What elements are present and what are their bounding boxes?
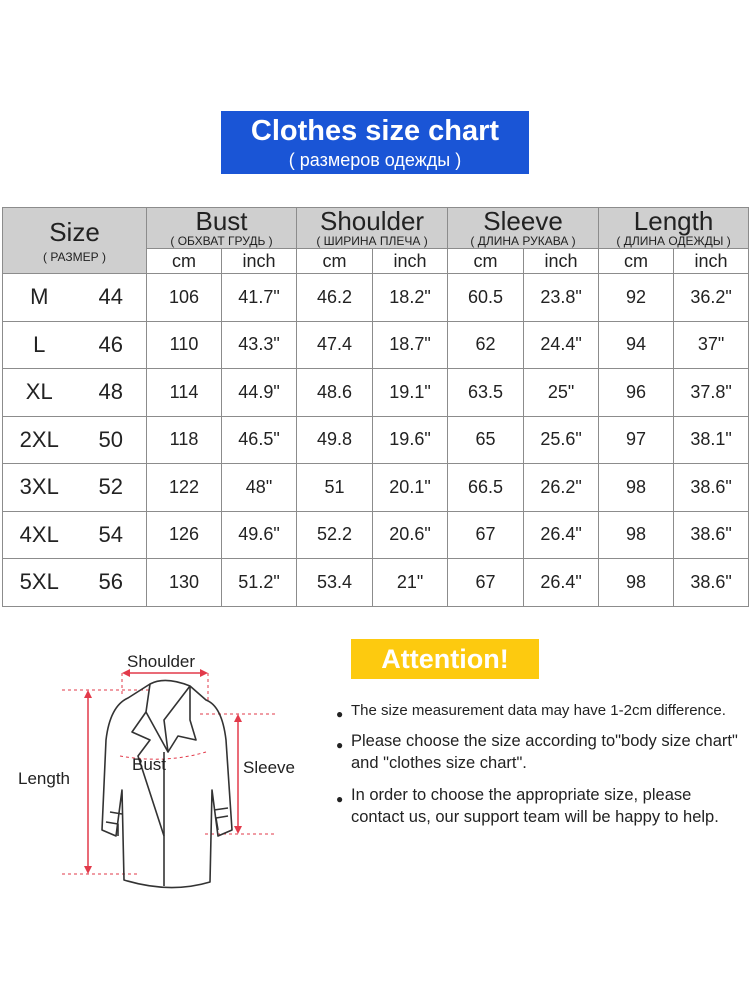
size-label: L bbox=[3, 321, 76, 369]
table-row bbox=[3, 464, 749, 512]
table-cell: 25.6" bbox=[524, 416, 599, 464]
attention-notes bbox=[336, 700, 748, 838]
bust-header-label: Bust bbox=[195, 206, 248, 236]
table-cell: 48.6 bbox=[297, 369, 373, 417]
table-cell: 53.4 bbox=[297, 559, 373, 607]
table-cell: 94 bbox=[599, 321, 674, 369]
table-cell: 41.7" bbox=[222, 274, 297, 322]
table-cell: 18.2" bbox=[373, 274, 448, 322]
shoulder-label: Shoulder bbox=[127, 652, 196, 671]
sleeve-header bbox=[448, 208, 599, 249]
unit-cm: cm bbox=[599, 249, 674, 274]
coat-outline-icon bbox=[0, 640, 330, 1000]
table-cell: 49.8 bbox=[297, 416, 373, 464]
table-row bbox=[3, 321, 749, 369]
chart-subtitle: ( размеров одежды ) bbox=[288, 150, 462, 170]
table-cell: 97 bbox=[599, 416, 674, 464]
table-row bbox=[3, 416, 749, 464]
sleeve-header-label: Sleeve bbox=[483, 206, 563, 236]
length-header-sub: ( ДЛИНА ОДЕЖДЫ ) bbox=[616, 234, 731, 248]
note-item: ● In order to choose the appropriate size, please contact us, our support team will be happy to help. bbox=[336, 784, 748, 828]
table-cell: 110 bbox=[147, 321, 222, 369]
table-cell: 20.6" bbox=[373, 511, 448, 559]
length-header-label: Length bbox=[633, 206, 714, 236]
unit-cm: cm bbox=[448, 249, 524, 274]
table-cell: 114 bbox=[147, 369, 222, 417]
unit-inch: inch bbox=[524, 249, 599, 274]
table-row bbox=[3, 559, 749, 607]
table-body bbox=[3, 274, 749, 607]
table-cell: 98 bbox=[599, 511, 674, 559]
size-label: 4XL bbox=[3, 511, 76, 559]
size-number: 50 bbox=[76, 416, 147, 464]
table-cell: 21" bbox=[373, 559, 448, 607]
sleeve-header-sub: ( ДЛИНА РУКАВА ) bbox=[470, 234, 576, 248]
table-cell: 106 bbox=[147, 274, 222, 322]
table-cell: 38.6" bbox=[674, 464, 749, 512]
table-cell: 63.5 bbox=[448, 369, 524, 417]
table-cell: 51.2" bbox=[222, 559, 297, 607]
shoulder-header-label: Shoulder bbox=[319, 206, 425, 236]
table-cell: 98 bbox=[599, 464, 674, 512]
table-cell: 52.2 bbox=[297, 511, 373, 559]
table-cell: 98 bbox=[599, 559, 674, 607]
note-item: ● The size measurement data may have 1-2cm difference. bbox=[336, 700, 748, 722]
table-cell: 20.1" bbox=[373, 464, 448, 512]
table-row bbox=[3, 511, 749, 559]
table-cell: 38.6" bbox=[674, 559, 749, 607]
size-number: 46 bbox=[76, 321, 147, 369]
unit-inch: inch bbox=[222, 249, 297, 274]
table-cell: 26.2" bbox=[524, 464, 599, 512]
table-cell: 25" bbox=[524, 369, 599, 417]
table-cell: 38.1" bbox=[674, 416, 749, 464]
table-cell: 48" bbox=[222, 464, 297, 512]
size-header-sub: ( РАЗМЕР ) bbox=[43, 249, 106, 264]
note-item: ● Please choose the size according to"body size chart" and "clothes size chart". bbox=[336, 730, 748, 774]
table-cell: 47.4 bbox=[297, 321, 373, 369]
size-number: 44 bbox=[76, 274, 147, 322]
size-label: XL bbox=[3, 369, 76, 417]
length-header bbox=[599, 208, 749, 249]
bust-header-sub: ( ОБХВАТ ГРУДЬ ) bbox=[170, 234, 273, 248]
size-number: 52 bbox=[76, 464, 147, 512]
unit-cm: cm bbox=[297, 249, 373, 274]
table-cell: 118 bbox=[147, 416, 222, 464]
table-cell: 37.8" bbox=[674, 369, 749, 417]
shoulder-header bbox=[297, 208, 448, 249]
length-label: Length bbox=[18, 769, 70, 788]
size-number: 54 bbox=[76, 511, 147, 559]
size-label: 3XL bbox=[3, 464, 76, 512]
table-cell: 126 bbox=[147, 511, 222, 559]
table-cell: 18.7" bbox=[373, 321, 448, 369]
size-label: 2XL bbox=[3, 416, 76, 464]
size-table bbox=[2, 207, 749, 607]
bust-label: Bust bbox=[132, 755, 167, 774]
coat-diagram bbox=[0, 640, 330, 1000]
unit-inch: inch bbox=[674, 249, 749, 274]
size-number: 56 bbox=[76, 559, 147, 607]
table-cell: 36.2" bbox=[674, 274, 749, 322]
table-cell: 23.8" bbox=[524, 274, 599, 322]
table-cell: 49.6" bbox=[222, 511, 297, 559]
table-cell: 46.2 bbox=[297, 274, 373, 322]
table-cell: 19.1" bbox=[373, 369, 448, 417]
title-banner bbox=[221, 111, 529, 174]
table-cell: 46.5" bbox=[222, 416, 297, 464]
size-number: 48 bbox=[76, 369, 147, 417]
table-cell: 19.6" bbox=[373, 416, 448, 464]
table-cell: 130 bbox=[147, 559, 222, 607]
unit-cm: cm bbox=[147, 249, 222, 274]
table-cell: 92 bbox=[599, 274, 674, 322]
attention-banner: Attention! bbox=[351, 639, 539, 679]
table-cell: 43.3" bbox=[222, 321, 297, 369]
table-cell: 37" bbox=[674, 321, 749, 369]
table-cell: 51 bbox=[297, 464, 373, 512]
table-cell: 65 bbox=[448, 416, 524, 464]
table-cell: 26.4" bbox=[524, 559, 599, 607]
table-cell: 122 bbox=[147, 464, 222, 512]
table-cell: 60.5 bbox=[448, 274, 524, 322]
table-cell: 96 bbox=[599, 369, 674, 417]
table-row bbox=[3, 369, 749, 417]
sleeve-label: Sleeve bbox=[243, 758, 295, 777]
table-cell: 67 bbox=[448, 559, 524, 607]
table-cell: 44.9" bbox=[222, 369, 297, 417]
table-row bbox=[3, 274, 749, 322]
unit-inch: inch bbox=[373, 249, 448, 274]
table-cell: 24.4" bbox=[524, 321, 599, 369]
table-cell: 66.5 bbox=[448, 464, 524, 512]
size-label: M bbox=[3, 274, 76, 322]
size-header bbox=[3, 208, 147, 274]
chart-title: Clothes size chart bbox=[250, 115, 500, 147]
shoulder-header-sub: ( ШИРИНА ПЛЕЧА ) bbox=[316, 234, 428, 248]
table-cell: 67 bbox=[448, 511, 524, 559]
table-cell: 62 bbox=[448, 321, 524, 369]
table-cell: 38.6" bbox=[674, 511, 749, 559]
size-header-label: Size bbox=[49, 216, 100, 247]
size-label: 5XL bbox=[3, 559, 76, 607]
table-cell: 26.4" bbox=[524, 511, 599, 559]
bust-header bbox=[147, 208, 297, 249]
